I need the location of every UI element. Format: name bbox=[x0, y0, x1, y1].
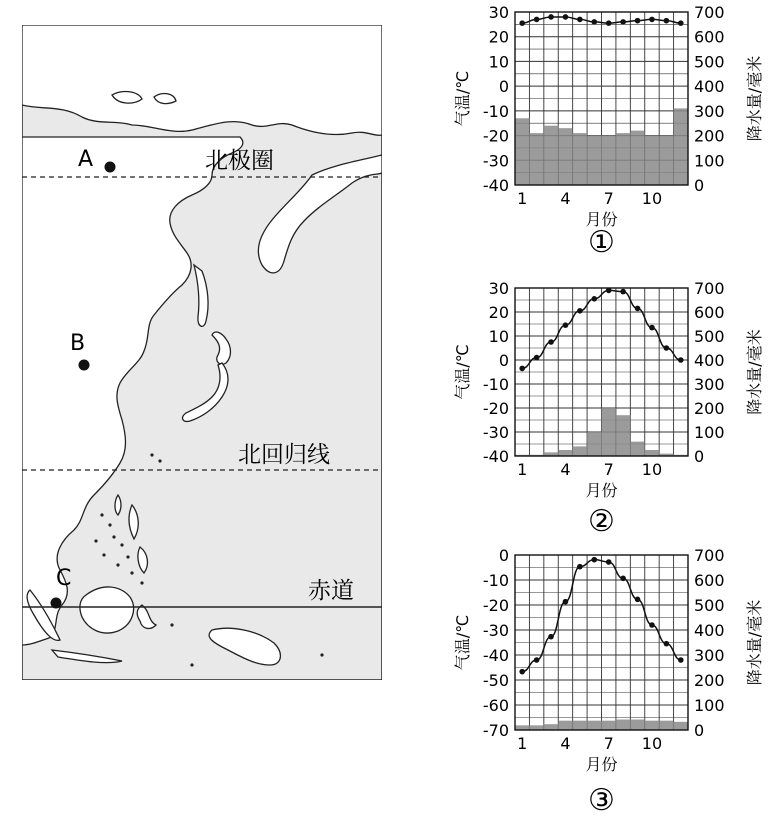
x-tick-label: 10 bbox=[641, 189, 663, 208]
x-tick-label: 4 bbox=[560, 734, 571, 753]
temperature-point bbox=[678, 20, 684, 26]
right-tick-label: 100 bbox=[694, 423, 725, 442]
right-tick-label: 400 bbox=[694, 351, 725, 370]
temperature-point bbox=[606, 559, 612, 565]
chart-3-x-axis-label: 月份 bbox=[585, 755, 618, 774]
temperature-point bbox=[591, 296, 597, 302]
left-tick-label: -50 bbox=[482, 671, 509, 690]
temperature-point bbox=[519, 669, 525, 675]
point-a-label: A bbox=[78, 147, 94, 172]
right-tick-label: 700 bbox=[694, 279, 725, 298]
precipitation-bar bbox=[616, 133, 630, 185]
left-tick-label: -40 bbox=[482, 176, 509, 195]
x-tick-label: 10 bbox=[641, 460, 663, 479]
precipitation-bar bbox=[602, 721, 616, 730]
x-tick-label: 1 bbox=[517, 460, 528, 479]
right-tick-label: 600 bbox=[694, 571, 725, 590]
temperature-point bbox=[635, 597, 641, 603]
temperature-point bbox=[678, 657, 684, 663]
precipitation-bar bbox=[544, 126, 558, 185]
precipitation-bar bbox=[515, 118, 529, 185]
temperature-point bbox=[548, 634, 554, 640]
left-tick-label: -20 bbox=[482, 596, 509, 615]
precipitation-bar bbox=[587, 432, 601, 456]
right-tick-label: 600 bbox=[694, 27, 725, 47]
precipitation-bar bbox=[630, 442, 644, 456]
precipitation-bar bbox=[630, 720, 644, 731]
precipitation-bar bbox=[602, 136, 616, 185]
left-tick-label: -60 bbox=[482, 696, 509, 715]
temperature-point bbox=[519, 366, 525, 372]
right-tick-label: 200 bbox=[694, 126, 725, 146]
temperature-point bbox=[620, 576, 626, 582]
x-tick-label: 7 bbox=[603, 189, 614, 208]
left-tick-label: -40 bbox=[482, 646, 509, 665]
precipitation-bar bbox=[645, 450, 659, 456]
temperature-point bbox=[635, 18, 641, 24]
temperature-point bbox=[620, 19, 626, 25]
left-tick-label: 0 bbox=[498, 77, 509, 97]
precipitation-bar bbox=[529, 133, 543, 185]
left-tick-label: 20 bbox=[488, 303, 509, 322]
right-tick-label: 300 bbox=[694, 375, 725, 394]
left-tick-label: -30 bbox=[482, 621, 509, 640]
right-tick-label: 0 bbox=[694, 721, 705, 740]
left-tick-label: -20 bbox=[482, 126, 509, 146]
left-tick-label: 30 bbox=[488, 3, 509, 22]
temperature-point bbox=[534, 355, 540, 361]
precipitation-bar bbox=[616, 415, 630, 456]
temperature-point bbox=[534, 657, 540, 663]
right-tick-label: 500 bbox=[694, 596, 725, 615]
chart-2-x-axis-label: 月份 bbox=[585, 481, 618, 500]
temperature-point bbox=[664, 18, 670, 24]
left-tick-label: -10 bbox=[482, 101, 509, 121]
x-tick-label: 1 bbox=[517, 734, 528, 753]
precipitation-bar bbox=[529, 725, 543, 730]
precipitation-bar bbox=[573, 721, 587, 730]
equator-label: 赤道 bbox=[308, 578, 354, 604]
borneo bbox=[80, 587, 134, 633]
precipitation-bar bbox=[587, 721, 601, 730]
left-tick-label: -30 bbox=[482, 151, 509, 171]
right-tick-label: 400 bbox=[694, 77, 725, 97]
x-tick-label: 10 bbox=[641, 734, 663, 753]
taiwan bbox=[115, 495, 121, 515]
temperature-point bbox=[548, 14, 554, 20]
x-tick-label: 7 bbox=[603, 734, 614, 753]
temperature-point bbox=[519, 20, 525, 26]
chart-1-caption: ① bbox=[588, 225, 615, 260]
left-tick-label: 20 bbox=[488, 27, 509, 47]
tropic-of-cancer-label: 北回归线 bbox=[238, 442, 330, 468]
temperature-point bbox=[577, 308, 583, 314]
point-b-label: B bbox=[70, 331, 86, 356]
precipitation-bar bbox=[659, 721, 673, 730]
precipitation-bar bbox=[674, 108, 688, 185]
temperature-point bbox=[649, 325, 655, 331]
right-tick-label: 700 bbox=[694, 548, 725, 565]
left-tick-label: -40 bbox=[482, 447, 509, 466]
temperature-point bbox=[563, 14, 569, 20]
x-tick-label: 1 bbox=[517, 189, 528, 208]
left-tick-label: -10 bbox=[482, 375, 509, 394]
right-tick-label: 0 bbox=[694, 176, 705, 195]
temperature-point bbox=[591, 19, 597, 25]
right-tick-label: 300 bbox=[694, 646, 725, 665]
x-tick-label: 4 bbox=[560, 189, 571, 208]
chart-2-right-axis-label: 降水量/毫米 bbox=[745, 329, 764, 415]
chart-3-caption: ③ bbox=[588, 783, 615, 818]
precipitation-bar bbox=[558, 128, 572, 185]
left-tick-label: -10 bbox=[482, 571, 509, 590]
left-tick-label: 0 bbox=[498, 548, 509, 565]
temperature-point bbox=[678, 357, 684, 363]
left-tick-label: -70 bbox=[482, 721, 509, 740]
precipitation-bar bbox=[659, 136, 673, 185]
precipitation-bar bbox=[616, 720, 630, 731]
left-tick-label: 10 bbox=[488, 52, 509, 72]
right-tick-label: 200 bbox=[694, 399, 725, 418]
point-c-marker bbox=[51, 598, 62, 609]
left-tick-label: 30 bbox=[488, 279, 509, 298]
temperature-point bbox=[649, 17, 655, 23]
precipitation-bar bbox=[544, 724, 558, 730]
temperature-point bbox=[664, 345, 670, 351]
precipitation-bar bbox=[558, 450, 572, 456]
temperature-point bbox=[591, 557, 597, 563]
precipitation-bar bbox=[558, 721, 572, 730]
precipitation-bar bbox=[587, 136, 601, 185]
temperature-point bbox=[620, 289, 626, 295]
chart-1-right-axis-label: 降水量/毫米 bbox=[745, 55, 764, 142]
chart-2-caption: ② bbox=[588, 504, 615, 539]
precipitation-bar bbox=[645, 136, 659, 185]
right-tick-label: 700 bbox=[694, 3, 725, 22]
temperature-point bbox=[577, 17, 583, 23]
temperature-point bbox=[563, 599, 569, 605]
chart-3-left-axis-label: 气温/℃ bbox=[453, 614, 472, 671]
climate-chart-1 bbox=[450, 0, 771, 265]
x-tick-label: 4 bbox=[560, 460, 571, 479]
precipitation-bar bbox=[573, 133, 587, 185]
left-tick-label: -20 bbox=[482, 399, 509, 418]
temperature-point bbox=[606, 20, 612, 26]
temperature-point bbox=[664, 641, 670, 647]
temperature-point bbox=[534, 17, 540, 23]
right-tick-label: 300 bbox=[694, 101, 725, 121]
x-tick-label: 7 bbox=[603, 460, 614, 479]
precipitation-bar bbox=[602, 408, 616, 456]
left-tick-label: 10 bbox=[488, 327, 509, 346]
temperature-point bbox=[635, 306, 641, 312]
right-tick-label: 400 bbox=[694, 621, 725, 640]
chart-1-x-axis-label: 月份 bbox=[585, 210, 618, 229]
right-tick-label: 100 bbox=[694, 696, 725, 715]
right-tick-label: 100 bbox=[694, 151, 725, 171]
temperature-point bbox=[577, 564, 583, 570]
east-asia-map bbox=[22, 25, 382, 680]
precipitation-bar bbox=[674, 722, 688, 730]
precipitation-bar bbox=[515, 725, 529, 730]
climate-chart-2 bbox=[450, 275, 771, 545]
right-tick-label: 200 bbox=[694, 671, 725, 690]
right-tick-label: 500 bbox=[694, 327, 725, 346]
precipitation-bar bbox=[645, 721, 659, 730]
chart-3-right-axis-label: 降水量/毫米 bbox=[745, 599, 764, 686]
climate-chart-3 bbox=[450, 548, 771, 825]
temperature-point bbox=[548, 339, 554, 345]
right-tick-label: 600 bbox=[694, 303, 725, 322]
precipitation-bar bbox=[630, 131, 644, 185]
temperature-point bbox=[606, 288, 612, 294]
point-b-marker bbox=[79, 360, 90, 371]
arctic-circle-label: 北极圈 bbox=[205, 148, 274, 174]
chart-1-left-axis-label: 气温/℃ bbox=[453, 70, 472, 127]
point-a-marker bbox=[105, 162, 116, 173]
temperature-point bbox=[563, 322, 569, 328]
chart-2-left-axis-label: 气温/℃ bbox=[453, 344, 472, 400]
point-c-label: C bbox=[56, 566, 72, 591]
temperature-point bbox=[649, 622, 655, 628]
precipitation-bar bbox=[573, 446, 587, 456]
right-tick-label: 0 bbox=[694, 447, 705, 466]
left-tick-label: -30 bbox=[482, 423, 509, 442]
right-tick-label: 500 bbox=[694, 52, 725, 72]
left-tick-label: 0 bbox=[498, 351, 509, 370]
